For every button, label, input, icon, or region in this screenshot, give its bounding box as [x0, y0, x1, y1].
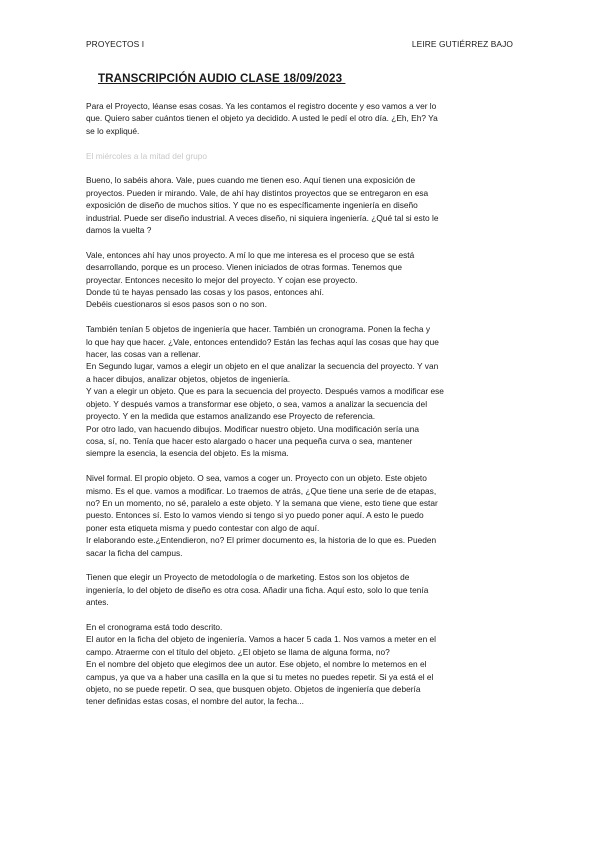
text-line: damos la vuelta ?: [86, 225, 152, 236]
text-line: proyecto. Y en la medida que estamos analizando ese Proyecto de referencia.: [86, 411, 376, 422]
page-header: [86, 39, 513, 53]
text-line: En el nombre del objeto que elegimos dee un autor. Ese objeto, el nombre lo metemos en el: [86, 659, 427, 670]
text-line: ingeniería, lo del objeto de diseño es otra cosa. Añadir una ficha. Aquí esto, solo lo que tenía: [86, 584, 429, 595]
text-line: proyectar. Entonces necesito lo mejor del proyecto. Y cojan ese proyecto.: [86, 274, 358, 285]
text-line: poner esta etiqueta misma y puedo contestar con algo de aquí.: [86, 522, 320, 533]
text-line: Debéis cuestionaros si esos pasos son o no son.: [86, 299, 267, 310]
text-line: sacar la ficha del campus.: [86, 547, 183, 558]
text-line: a hacer dibujos, analizar objetos, objetos de ingeniería.: [86, 373, 291, 384]
text-line: campus, ya que va a haber una casilla en la que si tu metes no puedes repetir. Si ya está el el: [86, 671, 434, 682]
text-line: antes.: [86, 597, 109, 608]
text-line: Para el Proyecto, léanse esas cosas. Ya les contamos el registro docente y eso vamos a ver lo: [86, 101, 437, 111]
text-line: siempre la esencia, la esencia del objeto. Es la misma.: [86, 448, 289, 459]
document-body: [86, 100, 518, 720]
text-line: objeto. Y después vamos a transformar ese objeto, o sea, vamos a analizar la secuencia del: [86, 398, 428, 409]
text-line: se lo expliqué.: [86, 125, 140, 136]
text-line: lo que hay que hacer. ¿Vale, entonces entendido? Están las fechas aquí las cosas que hay que: [86, 336, 439, 347]
text-line: mismo. Es el que. vamos a modificar. Lo traemos de atrás, ¿Que tiene una serie de de etapas,: [86, 485, 437, 496]
text-line: campo. Atraerme con el título del objeto. ¿El objeto se llama de alguna forma, no?: [86, 646, 390, 657]
text-line: objeto, no se puede repetir. O sea, que busquen objeto. Objetos de ingeniería que debería: [86, 683, 421, 694]
text-line: Y van a elegir un objeto. Que es para la secuencia del proyecto. Después vamos a modificar ese: [86, 386, 444, 397]
text-line: Tienen que elegir un Proyecto de metodología o de marketing. Estos son los objetos de: [86, 572, 410, 583]
text-line: Bueno, lo sabéis ahora. Vale, pues cuando me tienen eso. Aquí tienen una exposición de: [86, 175, 416, 186]
text-line: El miércoles a la mitad del grupo: [86, 150, 208, 161]
document-title: TRANSCRIPCIÓN AUDIO CLASE 18/09/2023: [98, 72, 346, 85]
text-line: no? En un momento, no sé, paralelo a este objeto. Y la semana que viene, esto tiene que estar: [86, 497, 438, 508]
text-line: En Segundo lugar, vamos a elegir un objeto en el que analizar la secuencia del proyecto. Y van: [86, 361, 439, 372]
paragraph: [86, 472, 518, 559]
text-line: Vale, entonces ahí hay unos proyecto. A mí lo que me interesa es el proceso que se está: [86, 249, 415, 260]
text-line: Por otro lado, van hacuendo dibujos. Modificar nuestro objeto. Una modificación sería una: [86, 423, 420, 434]
section-note: [86, 150, 518, 162]
header-course: PROYECTOS I: [86, 39, 145, 49]
paragraph: [86, 571, 518, 608]
text-line: Nivel formal. El propio objeto. O sea, vamos a coger un. Proyecto con un objeto. Este objeto: [86, 473, 427, 484]
text-line: Donde tú te hayas pensado las cosas y los pasos, entonces ahí.: [86, 287, 324, 298]
text-line: industrial. Puede ser diseño industrial. A veces diseño, ni siquiera ingeniería. ¿Qué tal si esto le: [86, 212, 439, 223]
text-line: hacer, las cosas van a rellenar.: [86, 349, 201, 360]
paragraph: [86, 100, 518, 137]
text-line: El autor en la ficha del objeto de ingeniería. Vamos a hacer 5 cada 1. Nos vamos a meter en el: [86, 634, 437, 645]
text-line: cosa, sí, no. Tenía que hacer esto alargado o hacer una pequeña curva o sea, mantener: [86, 435, 413, 446]
paragraph: [86, 323, 518, 459]
text-line: que. Quiero saber cuántos tienen el objeto ya decidido. A usted le pedí el otro día. ¿Eh, Eh? Ya: [86, 113, 438, 124]
text-line: En el cronograma está todo descrito.: [86, 621, 223, 632]
text-line: desarrollando, porque es un proceso. Vienen iniciados de otras formas. Tenemos que: [86, 262, 403, 273]
text-line: proyectos. Pueden ir mirando. Vale, de ahí hay distintos proyectos que se entregaron en esa: [86, 187, 429, 198]
paragraph: [86, 174, 518, 236]
text-line: puesto. Entonces sí. Esto lo vamos viendo si tengo si yo puedo poner aquí. A esto le puedo: [86, 510, 424, 521]
text-line: Ir elaborando este.¿Entendieron, no? El primer documento es, la historia de lo que es. Pueden: [86, 535, 437, 546]
text-line: También tenían 5 objetos de ingeniería que hacer. También un cronograma. Ponen la fecha y: [86, 324, 431, 335]
header-author: LEIRE GUTIÉRREZ BAJO: [411, 39, 513, 49]
paragraph: [86, 621, 518, 708]
text-line: exposición de diseño de muchos sitios. Y que no es específicamente ingeniería en diseño: [86, 200, 418, 211]
paragraph: [86, 249, 518, 311]
text-line: tener definidas estas cosas, el nombre del autor, la fecha...: [86, 696, 304, 707]
